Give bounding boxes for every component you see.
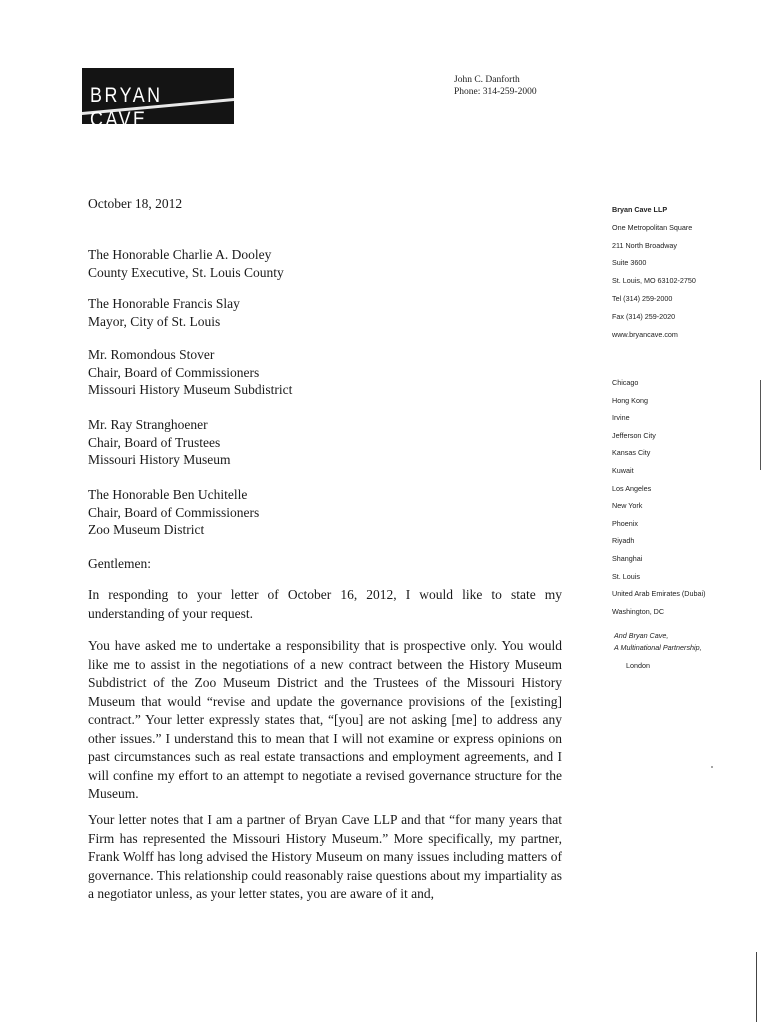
recipient-line: Mr. Romondous Stover [88, 347, 215, 362]
recipient-block [88, 346, 292, 399]
firm-address-line: One Metropolitan Square [612, 222, 693, 232]
sender-phone: Phone: 314-259-2000 [454, 87, 537, 97]
scan-speck [711, 766, 713, 768]
recipient-line: Zoo Museum District [88, 522, 205, 537]
recipient-block [88, 486, 259, 539]
recipient-line: County Executive, St. Louis County [88, 264, 284, 280]
scan-edge-line [756, 952, 757, 1022]
scan-edge-line [760, 380, 761, 470]
partnership-note [614, 630, 702, 672]
recipient-line: Chair, Board of Commissioners [88, 364, 260, 380]
office-item: Shanghai [612, 553, 643, 563]
office-item: Kuwait [612, 465, 634, 475]
office-item: Washington, DC [612, 606, 665, 616]
recipient-line: Missouri History Museum [88, 452, 231, 467]
body-paragraph: You have asked me to undertake a responsibility that is prospective only. You would like me to assist in the negotiations of a new contract between the History Museum Subdistrict of the Zoo Museum District and the Trustees of the Missouri History Museum that would “revise and update the governance provisions of the [existing] contract.” Your letter expressly states that, “[you] are not asking [me] to address any other issues.” I understand this to mean that I will not examine or express opinions on past circumstances such as real estate transactions and employment agreements, and I will confine my effort to an attempt to negotiate a revised governance structure for the Museum. [88, 638, 562, 801]
office-item: Kansas City [612, 448, 651, 458]
partnership-line: A Multinational Partnership, [614, 643, 702, 652]
logo-text: BRYAN CAVE [90, 84, 163, 131]
office-item: Riyadh [612, 536, 635, 546]
office-item: United Arab Emirates (Dubai) [612, 589, 706, 599]
sender-name: John C. Danforth [454, 75, 520, 85]
partnership-line: And Bryan Cave, [614, 631, 669, 640]
office-item: Los Angeles [612, 483, 652, 493]
recipient-line: Missouri History Museum Subdistrict [88, 382, 293, 397]
firm-address-line: St. Louis, MO 63102-2750 [612, 276, 696, 286]
recipient-line: The Honorable Francis Slay [88, 296, 240, 311]
office-item: St. Louis [612, 571, 640, 581]
bryan-cave-logo [82, 68, 234, 131]
office-item: New York [612, 501, 643, 511]
firm-fax: Fax (314) 259-2020 [612, 311, 676, 321]
recipient-line: Mr. Ray Stranghoener [88, 417, 208, 432]
recipient-block [88, 295, 240, 330]
firm-website: www.bryancave.com [612, 329, 678, 339]
recipient-block [88, 416, 231, 469]
recipient-line: The Honorable Charlie A. Dooley [88, 247, 272, 262]
firm-address-line: Suite 3600 [612, 258, 647, 268]
body-paragraph: In responding to your letter of October 16, 2012, I would like to state my understanding of your request. [88, 587, 562, 621]
recipient-block [88, 246, 284, 281]
office-item: Chicago [612, 378, 639, 387]
office-item: Hong Kong [612, 395, 648, 405]
firm-name: Bryan Cave LLP [612, 205, 668, 214]
recipient-line: Mayor, City of St. Louis [88, 313, 221, 329]
partnership-city: London [626, 661, 650, 670]
recipient-line: Chair, Board of Commissioners [88, 504, 260, 520]
office-item: Phoenix [612, 518, 638, 528]
office-list [612, 374, 705, 620]
letter-date: October 18, 2012 [88, 196, 183, 211]
salutation: Gentlemen: [88, 556, 151, 571]
recipient-line: The Honorable Ben Uchitelle [88, 487, 248, 502]
recipient-line: Chair, Board of Trustees [88, 434, 221, 450]
office-item: Irvine [612, 413, 630, 423]
firm-tel: Tel (314) 259-2000 [612, 293, 673, 303]
office-item: Jefferson City [612, 430, 656, 440]
sender-block [454, 74, 537, 98]
body-paragraph: Your letter notes that I am a partner of Bryan Cave LLP and that “for many years that Firm has represented the Missouri History Museum.” More specifically, my partner, Frank Wolff has long advised the History Museum on many issues including matters of governance. This relationship could reasonably raise questions about my impartiality as a negotiator unless, as your letter states, you are aware of it and, [88, 812, 562, 901]
firm-address-block [612, 201, 696, 343]
firm-address-line: 211 North Broadway [612, 240, 677, 250]
